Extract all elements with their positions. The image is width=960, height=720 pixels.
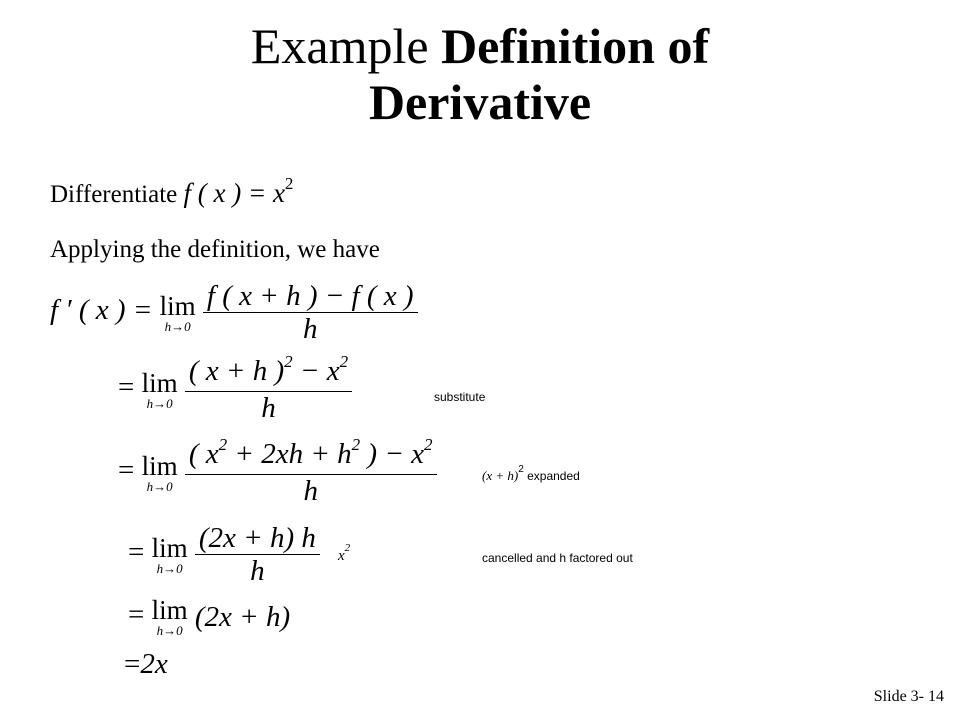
step5-expression: (2x + h) (194, 601, 291, 633)
term: ( x (188, 438, 219, 470)
note-cancelled-x-exponent: 2 (344, 542, 351, 554)
equals: = (124, 648, 141, 680)
equals: = (128, 536, 145, 569)
equation-line-1 (50, 280, 418, 345)
limit-sub: h→0 (146, 395, 173, 411)
equation-line-3 (118, 435, 437, 507)
intro-function: f ( x ) = x (183, 178, 285, 208)
fraction-4 (195, 522, 320, 587)
note-cancelled-x-base: x (338, 548, 345, 564)
limit (152, 534, 188, 576)
limit-text: lim (151, 595, 188, 625)
note-expanded-exponent: 2 (518, 464, 524, 475)
equals: = (118, 371, 135, 404)
limit-sub: h→0 (156, 623, 183, 638)
applying-text: Applying the definition, we have (50, 236, 380, 263)
equation-line-5 (128, 596, 290, 638)
title-bold-line2: Derivative (368, 74, 592, 130)
equals: = (128, 598, 145, 631)
term: − x (299, 355, 340, 387)
fraction-2 (185, 352, 352, 424)
fraction-4-denominator: h (250, 555, 265, 587)
exponent: 2 (351, 435, 361, 454)
limit-text: lim (151, 532, 188, 563)
note-expanded (482, 464, 580, 484)
exponent: 2 (284, 352, 293, 371)
slide-title (0, 18, 960, 130)
intro-exponent: 2 (284, 174, 294, 193)
equation-line-2 (118, 352, 352, 424)
limit (142, 369, 178, 411)
fraction-2-numerator (185, 352, 352, 391)
exponent: 2 (218, 435, 228, 454)
term: ( x + h ) (188, 355, 285, 387)
note-expanded-base: (x + h) (482, 468, 519, 483)
limit-text: lim (141, 367, 178, 398)
fraction-1-numerator: f ( x + h ) − f ( x ) (206, 280, 414, 312)
fraction-3-numerator (185, 435, 437, 474)
equals: = (118, 454, 135, 487)
term: + 2xh + h (234, 438, 352, 470)
note-cancelled-x (338, 542, 351, 565)
limit (142, 452, 178, 494)
exponent: 2 (424, 435, 433, 454)
fraction-1 (203, 280, 418, 345)
limit-text: lim (159, 290, 196, 321)
slide-number: Slide 3- 14 (873, 688, 944, 705)
fraction-1-denominator: h (302, 313, 318, 345)
limit-sub: h→0 (164, 318, 191, 334)
title-bold-line1: Definition of (441, 18, 710, 74)
limit (152, 596, 188, 638)
fraction-2-denominator: h (261, 392, 276, 424)
result: 2x (140, 648, 168, 680)
title-regular: Example (250, 18, 429, 74)
note-cancelled: cancelled and h factored out (482, 551, 633, 565)
limit-sub: h→0 (156, 560, 183, 576)
fraction-3 (185, 435, 437, 507)
term: ) − x (367, 438, 425, 470)
equation-line-4 (128, 522, 320, 587)
note-substitute: substitute (434, 390, 486, 404)
note-expanded-text: expanded (527, 469, 580, 483)
limit-sub: h→0 (146, 478, 173, 494)
exponent: 2 (339, 352, 349, 371)
limit (160, 292, 196, 334)
intro-line (50, 174, 294, 209)
fraction-4-numerator: (2x + h) h (198, 522, 316, 554)
fraction-3-denominator: h (303, 475, 318, 507)
equation-line-6 (124, 648, 168, 680)
derivative-lhs: f ′ ( x ) = (50, 294, 153, 327)
limit-text: lim (141, 450, 178, 481)
intro-label: Differentiate (50, 181, 178, 208)
